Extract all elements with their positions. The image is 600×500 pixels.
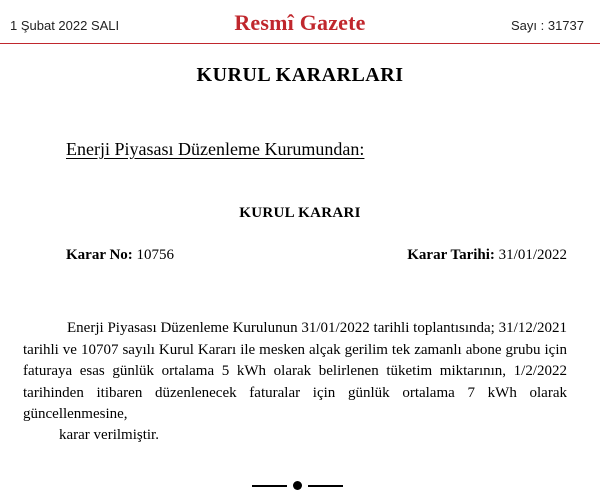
separator-dot [293, 481, 302, 490]
decision-body: Enerji Piyasası Düzenleme Kurulunun 31/01/2022 tarihli toplantısında; 31/12/2021 tarihli ve 10707 sayılı Kurul Kararı ile mesken alçak gerilim tek zamanlı abone grubu için faturaya esas günlük ortalama 5 kWh olarak belirlenen tüketim miktarının, 1/2/2022 tarihinden itibaren düzenlenecek faturalar için günlük ortalama 7 kWh olarak güncellenmesine, [23, 320, 567, 422]
header-title: Resmî Gazete [234, 10, 366, 35]
decision-date-value: 31/01/2022 [498, 247, 567, 263]
decision-number-label: Karar No: [66, 247, 133, 263]
document-title: KURUL KARARI [239, 205, 361, 221]
decision-date [407, 247, 567, 264]
decision-number [66, 247, 174, 264]
decision-number-value: 10756 [136, 247, 175, 263]
separator-line-left [252, 485, 287, 487]
decision-date-label: Karar Tarihi: [407, 247, 495, 263]
header-issue-number: Sayı : 31737 [511, 18, 584, 33]
header-date: 1 Şubat 2022 SALI [10, 18, 120, 33]
separator-line-right [308, 485, 343, 487]
section-title: KURUL KARARLARI [196, 64, 404, 86]
decision-closing: karar verilmiştir. [59, 427, 159, 443]
gazette-header [0, 0, 600, 44]
line-dot-line-separator-icon [0, 476, 600, 490]
institution-name: Enerji Piyasası Düzenleme Kurumundan: [66, 139, 365, 159]
header-rule [0, 43, 600, 44]
